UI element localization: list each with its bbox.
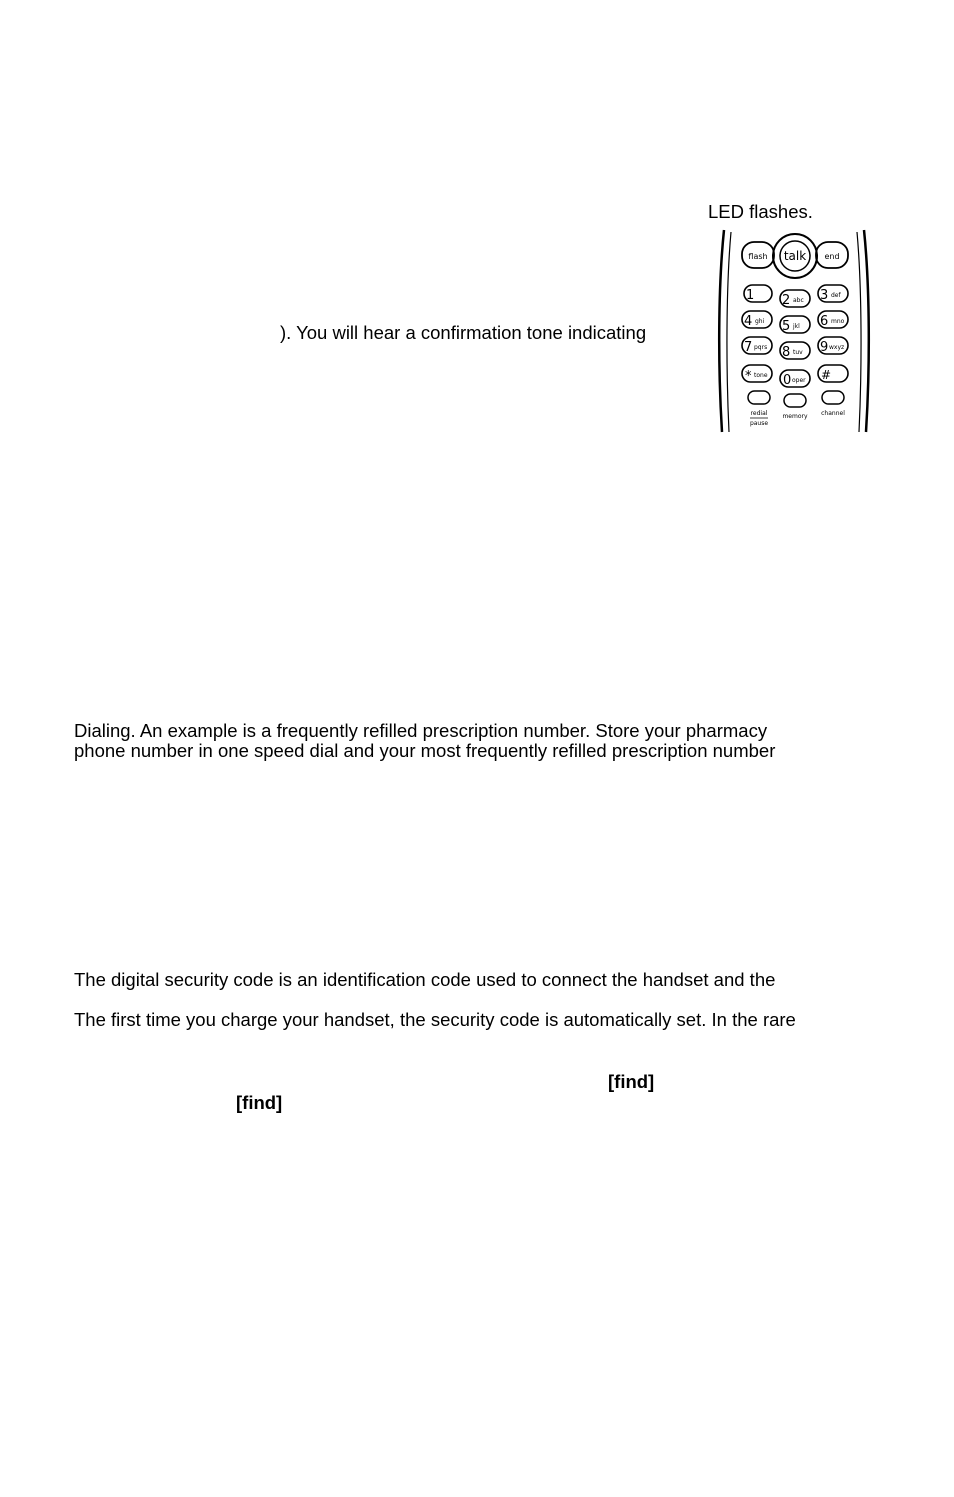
svg-text:channel: channel	[821, 410, 845, 417]
svg-text:2: 2	[782, 293, 791, 308]
svg-text:flash: flash	[748, 252, 768, 261]
svg-text:def: def	[831, 292, 841, 299]
redial-pause-button	[748, 391, 770, 404]
svg-text:wxyz: wxyz	[829, 344, 845, 351]
svg-text:jkl: jkl	[793, 323, 800, 330]
svg-text:tuv: tuv	[793, 349, 803, 356]
svg-text:*: *	[745, 369, 752, 384]
security-paragraph-line-2: The first time you charge your handset, the security code is automatically set. In the rare	[74, 1009, 796, 1030]
svg-text:0: 0	[783, 373, 792, 388]
svg-text:5: 5	[782, 319, 791, 334]
svg-text:abc: abc	[793, 297, 804, 304]
svg-text:1: 1	[746, 288, 755, 303]
svg-text:#: #	[821, 368, 832, 382]
svg-text:memory: memory	[782, 413, 808, 420]
svg-text:7: 7	[744, 340, 753, 355]
svg-text:redial: redial	[750, 410, 768, 417]
svg-text:9: 9	[820, 340, 829, 355]
handset-keypad-illustration	[716, 228, 872, 433]
svg-text:mno: mno	[831, 318, 845, 325]
dialing-paragraph-line-2: phone number in one speed dial and your most frequently refilled prescription number	[74, 740, 776, 761]
svg-text:talk: talk	[783, 249, 807, 263]
handset-outline-right	[864, 230, 869, 432]
svg-text:pqrs: pqrs	[754, 344, 768, 351]
security-paragraph-line-1: The digital security code is an identification code used to connect the handset and the	[74, 969, 776, 990]
svg-text:4: 4	[744, 314, 753, 329]
svg-text:6: 6	[820, 314, 829, 329]
svg-text:oper: oper	[792, 377, 806, 384]
svg-text:pause: pause	[749, 420, 769, 427]
confirmation-tone-text: ). You will hear a confirmation tone indicating	[280, 322, 647, 343]
find-key-label: [find]	[236, 1092, 283, 1113]
handset-inner-left	[727, 232, 731, 432]
dialing-paragraph-line-1: Dialing. An example is a frequently refilled prescription number. Store your pharmacy	[74, 720, 768, 741]
svg-text:3: 3	[820, 288, 829, 303]
svg-text:end: end	[824, 252, 840, 261]
svg-text:8: 8	[782, 345, 791, 360]
find-key-label: [find]	[608, 1071, 655, 1092]
led-flashes-text: LED flashes.	[708, 201, 813, 222]
channel-button	[822, 391, 844, 404]
handset-inner-right	[857, 232, 861, 432]
svg-text:tone: tone	[754, 372, 768, 379]
memory-button	[784, 394, 806, 407]
svg-text:ghi: ghi	[755, 318, 765, 325]
handset-outline-left	[719, 230, 724, 432]
